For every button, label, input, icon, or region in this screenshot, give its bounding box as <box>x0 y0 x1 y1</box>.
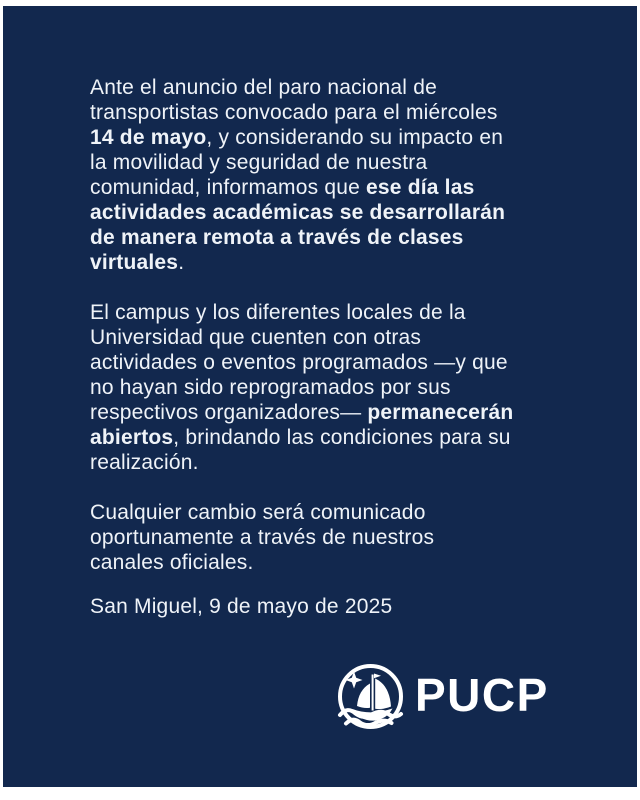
text-line: respectivos organizadores— permanecerán <box>90 401 514 424</box>
text-line: Universidad que cuenten con otras <box>90 326 422 349</box>
dateline: San Miguel, 9 de mayo de 2025 <box>90 595 393 618</box>
ship-star-wave-emblem-icon <box>337 663 404 731</box>
text-line: abiertos, brindando las condiciones para su <box>90 426 511 449</box>
text-line: actividades académicas se desarrollarán <box>90 201 506 224</box>
text-line: transportistas convocado para el miércoles <box>90 101 498 124</box>
text-line: virtuales. <box>90 251 185 274</box>
text-line: de manera remota a través de clases <box>90 226 464 249</box>
text-line: no hayan sido reprogramados por sus <box>90 376 451 399</box>
text-line: comunidad, informamos que ese día las <box>90 176 475 199</box>
notice-paragraph-updates <box>90 500 590 575</box>
announcement-card <box>3 6 637 787</box>
text-line: canales oficiales. <box>90 551 254 574</box>
announcement-text-block <box>90 75 590 619</box>
notice-paragraph-campus-open <box>90 300 590 475</box>
text-line: Cualquier cambio será comunicado <box>90 501 426 524</box>
text-line: oportunamente a través de nuestros <box>90 526 435 549</box>
pucp-logo <box>337 662 549 732</box>
pucp-wordmark: PUCP <box>415 669 549 721</box>
text-line: la movilidad y seguridad de nuestra <box>90 151 428 174</box>
notice-paragraph-strike-announcement <box>90 75 590 275</box>
text-line: Ante el anuncio del paro nacional de <box>90 76 437 99</box>
text-line: El campus y los diferentes locales de la <box>90 301 466 324</box>
text-line: realización. <box>90 451 199 474</box>
text-line: actividades o eventos programados —y que <box>90 351 508 374</box>
text-line: 14 de mayo, y considerando su impacto en <box>90 126 504 149</box>
